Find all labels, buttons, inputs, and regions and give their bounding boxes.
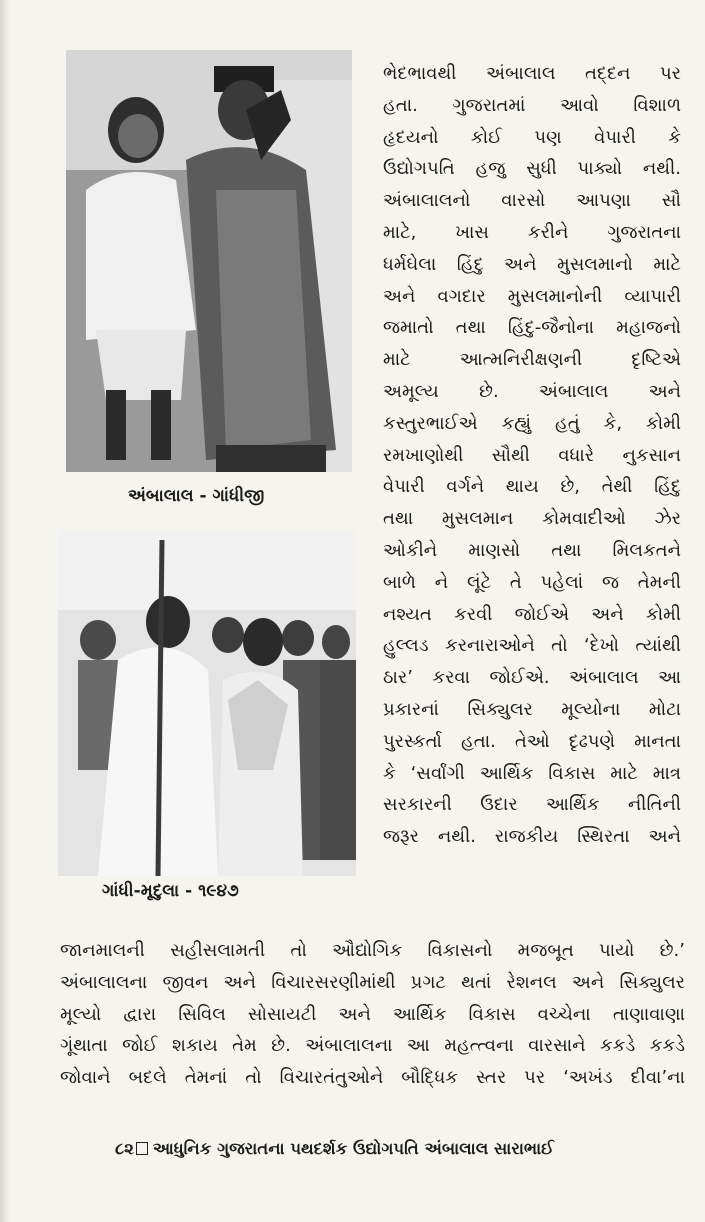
text-line: હુલ્લડ કરનારાઓને તો ‘દેખો ત્યાંથી: [383, 635, 681, 657]
box-ornament-icon: [136, 1142, 148, 1155]
text-line: ગૂંથાતા જોઈ શકાય તેમ છે. અંબાલાલના આ મહત્ત્વના વારસાને કકડે કકડે: [60, 1035, 685, 1057]
photo-caption: ગાંધી-મૃદુલા - ૧૯૪૭: [102, 881, 239, 901]
text-line: જરૂર નથી. રાજકીય સ્થિરતા અને: [383, 826, 681, 848]
text-line: નશ્યત કરવી જોઈએ અને કોમી: [383, 603, 681, 625]
text-line: ભેદભાવથી અંબાલાલ તદ્દન પર: [383, 63, 681, 84]
text-line: મૂલ્યો દ્વારા સિવિલ સોસાયટી અને આર્થિક વિકાસ વચ્ચેના તાણાવાણા: [60, 1003, 685, 1025]
text-line: અને વગદાર મુસલમાનોની વ્યાપારી: [383, 285, 681, 307]
text-line: રમખાણોથી સૌથી વધારે નુકસાન: [383, 444, 681, 466]
text-line: પુરસ્કર્તા હતા. તેઓ દૃઢપણે માનતા: [383, 730, 681, 752]
text-line: માટે, ખાસ કરીને ગુજરાતના: [383, 221, 681, 243]
text-line: પ્રકારનાં સિક્યુલર મૂલ્યોના મોટા: [383, 698, 681, 720]
text-column: [383, 58, 681, 853]
text-line: જોવાને બદલે તેમનાં તો વિચારતંતુઓને બૌદ્ધિક સ્તર પર ‘અખંડ દીવા’ના: [60, 1067, 685, 1089]
text-line: જમાતો તથા હિંદુ-જૈનોના મહાજનો: [383, 317, 681, 339]
text-line: અમૂલ્ય છે. અંબાલાલ અને: [383, 380, 681, 402]
page-number: ૮૨: [115, 1139, 134, 1158]
text-line: કસ્તુરભાઈએ કહ્યું હતું કે, કોમી: [383, 412, 681, 434]
text-line: ઓકીને માણસો તથા મિલકતને: [383, 539, 681, 561]
page-footer: [115, 1139, 554, 1159]
text-line: અંબાલાલના જીવન અને વિચારસરણીમાંથી પ્રગટ થતાં રેશનલ અને સિક્યુલર: [60, 971, 685, 993]
text-line: ધર્મઘેલા હિંદુ અને મુસલમાનો માટે: [383, 253, 681, 275]
photo-gandhi-mridula: [58, 530, 356, 876]
text-line: બાળે ને લૂંટે તે પહેલાં જ તેમની: [383, 571, 681, 593]
text-line: વેપારી વર્ગને થાય છે, તેથી હિંદુ: [383, 476, 681, 498]
photo-gandhi-mridula-image: [58, 530, 356, 876]
text-line: માટે આત્મનિરીક્ષણની દૃષ્ટિએ: [383, 349, 681, 371]
text-line: ઠાર’ કરવા જોઈએ. અંબાલાલ આ: [383, 667, 681, 689]
text-line: અંબાલાલનો વારસો આપણા સૌ: [383, 190, 681, 212]
photo-ambalal-gandhiji: [66, 50, 352, 472]
text-line: જાનમાલની સહીસલામતી તો ઔદ્યોગિક વિકાસનો મજબૂત પાયો છે.’: [60, 940, 685, 961]
photo-caption: અંબાલાલ - ગાંધીજી: [128, 486, 265, 506]
text-line: હૃદયનો કોઈ પણ વેપારી કે: [383, 126, 681, 148]
photo-ambalal-gandhiji-image: [66, 50, 352, 472]
text-full-width: [60, 935, 685, 1094]
text-line: ઉદ્યોગપતિ હજુ સુધી પાક્યો નથી.: [383, 158, 681, 180]
text-line: તથા મુસલમાન કોમવાદીઓ ઝેર: [383, 508, 681, 530]
text-line: સરકારની ઉદાર આર્થિક નીતિની: [383, 794, 681, 816]
text-line: કે ‘સર્વાંગી આર્થિક વિકાસ માટે માત્ર: [383, 762, 681, 784]
page-edge-shadow: [0, 0, 10, 1222]
running-book-title: આધુનિક ગુજરાતના પથદર્શક ઉદ્યોગપતિ અંબાલાલ સારાભાઈ: [152, 1139, 554, 1158]
text-line: હતા. ગુજરાતમાં આવો વિશાળ: [383, 94, 681, 116]
